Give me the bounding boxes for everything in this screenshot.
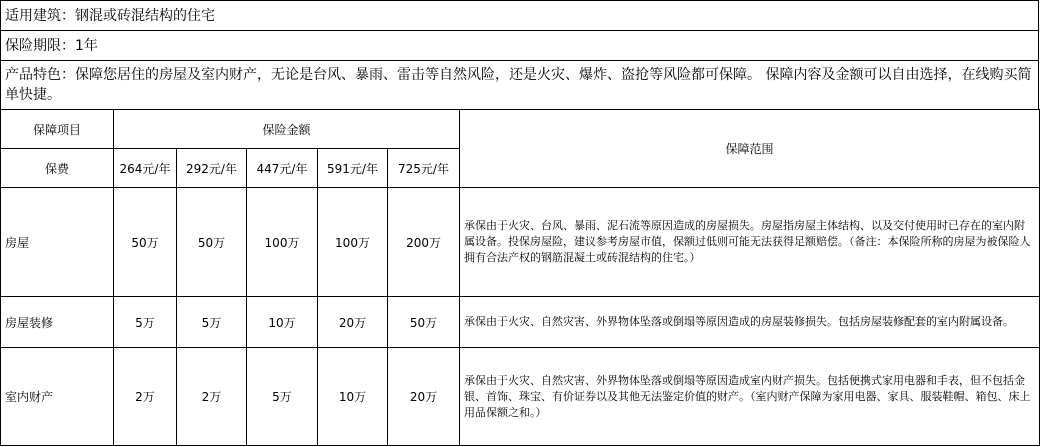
amount-cell: 20万: [318, 297, 388, 348]
amount-cell: 100万: [247, 188, 318, 297]
amount-cell: 50万: [388, 297, 460, 348]
amount-cell: 2万: [177, 348, 247, 446]
insurance-period-line: 保险期限：1年: [0, 30, 1039, 60]
scope-cell: 承保由于火灾、台风、暴雨、泥石流等原因造成的房屋损失。房屋指房屋主体结构、以及交付使用时已存在的室内附属设备。投保房屋险，建议参考房屋市值，保额过低则可能无法获得足额赔偿。（备注：本保险所称的房屋为被保险人拥有合法产权的钢筋混凝土或砖混结构的住宅。）: [460, 188, 1040, 297]
row-label: 室内财产: [1, 348, 114, 446]
header-row: [1, 110, 1040, 149]
header-item: 保障项目: [1, 110, 114, 149]
scope-cell: 承保由于火灾、自然灾害、外界物体坠落或倒塌等原因造成的房屋装修损失。包括房屋装修配套的室内附属设备。: [460, 297, 1040, 348]
amount-cell: 50万: [177, 188, 247, 297]
premium-cell: 264元/年: [114, 149, 177, 188]
amount-cell: 10万: [318, 348, 388, 446]
amount-cell: 50万: [114, 188, 177, 297]
amount-cell: 200万: [388, 188, 460, 297]
amount-cell: 10万: [247, 297, 318, 348]
building-type-line: 适用建筑：钢混或砖混结构的住宅: [0, 0, 1039, 30]
premium-cell: 447元/年: [247, 149, 318, 188]
amount-cell: 2万: [114, 348, 177, 446]
premium-cell: 591元/年: [318, 149, 388, 188]
amount-cell: 100万: [318, 188, 388, 297]
premium-cell: 725元/年: [388, 149, 460, 188]
table-row: [1, 188, 1040, 297]
header-amount: 保险金额: [114, 110, 460, 149]
premium-cell: 292元/年: [177, 149, 247, 188]
header-scope: 保障范围: [460, 110, 1040, 188]
scope-cell: 承保由于火灾、自然灾害、外界物体坠落或倒塌等原因造成室内财产损失。包括便携式家用电器和手表，但不包括金银、首饰、珠宝、有价证券以及其他无法鉴定价值的财产。（室内财产保障为家用电器、家具、服装鞋帽、箱包、床上用品保额之和。）: [460, 348, 1040, 446]
amount-cell: 5万: [177, 297, 247, 348]
table-row: [1, 348, 1040, 446]
row-label: 房屋: [1, 188, 114, 297]
amount-cell: 5万: [114, 297, 177, 348]
coverage-table: [0, 109, 1040, 446]
header-premium: 保费: [1, 149, 114, 188]
product-features-line: 产品特色：保障您居住的房屋及室内财产，无论是台风、暴雨、雷击等自然风险，还是火灾、爆炸、盗抢等风险都可保障。 保障内容及金额可以自由选择，在线购买简单快捷。: [0, 60, 1039, 109]
amount-cell: 20万: [388, 348, 460, 446]
table-row: [1, 297, 1040, 348]
row-label: 房屋装修: [1, 297, 114, 348]
amount-cell: 5万: [247, 348, 318, 446]
